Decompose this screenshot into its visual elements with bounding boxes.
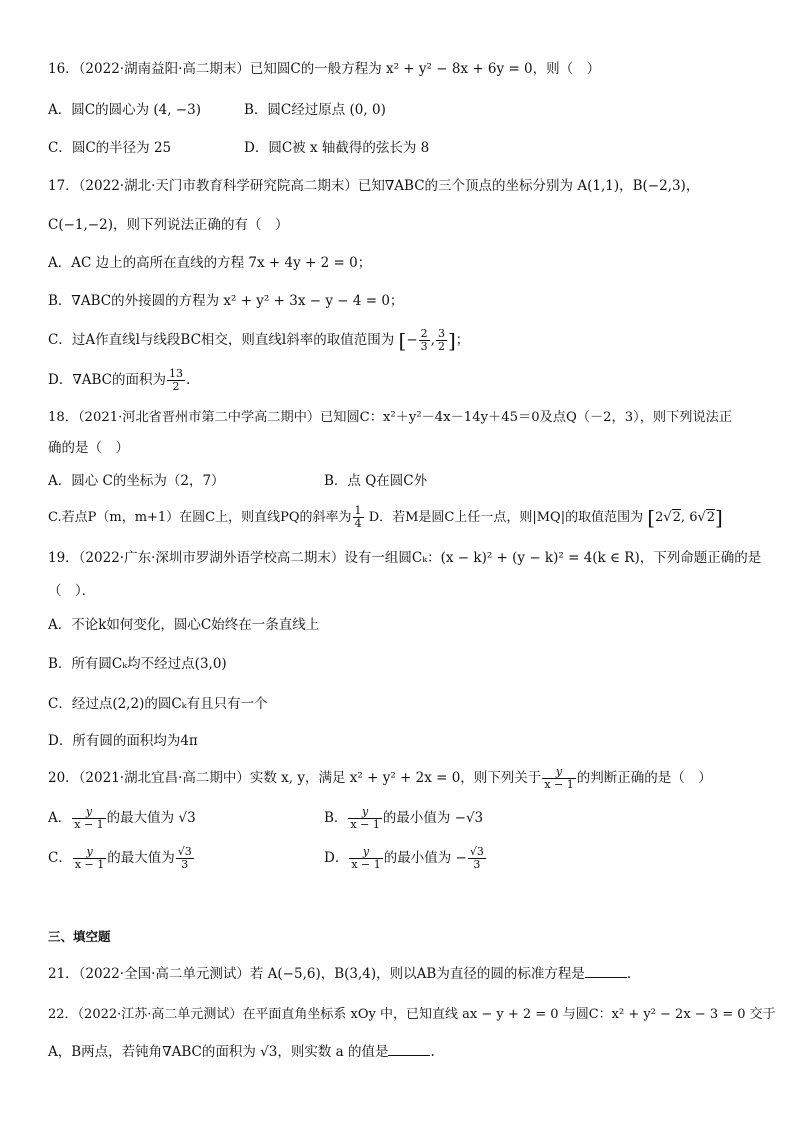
q19-option-c: C．经过点(2,2)的圆Cₖ有且只有一个 (48, 696, 268, 712)
q16-option-d: D．圆C被 x 轴截得的弦长为 8 (244, 140, 430, 156)
q16-option-b: B．圆C经过原点 (0, 0) (244, 102, 386, 118)
q18-stem-line2: 确的是（ ） (48, 440, 129, 456)
q18-option-c-text: C.若点P（m，m+1）在圆C上，则直线PQ的斜率为 (48, 510, 352, 525)
q16-stem: 16．（2022·湖南益阳·高二期末）已知圆C的一般方程为 x² + y² − 8x + 6y = 0，则（ ） (48, 61, 601, 77)
q19-option-a: A．不论k如何变化，圆心C始终在一条直线上 (48, 617, 320, 633)
q21-answer-blank[interactable] (585, 963, 627, 978)
q17-option-c-text: C．过A作直线l与线段BC相交，则直线l斜率的取值范围为 (48, 332, 395, 348)
q22-answer-blank[interactable] (388, 1041, 430, 1056)
q19-stem-line2: （ ）． (48, 583, 96, 599)
q17-option-a: A．AC 边上的高所在直线的方程 7x + 4y + 2 = 0； (48, 255, 372, 271)
q18-option-b: B．点 Q在圆C外 (324, 473, 428, 489)
q17-area-fraction: $\frac{13}{2}$ (169, 367, 183, 393)
q22-stem-line2: A，B两点，若钝角∇ABC的面积为 √3，则实数 a 的值是 . (48, 1041, 435, 1063)
q17-option-d-text: D．∇ABC的面积为 (48, 372, 166, 388)
q17-right-bracket: ] (447, 328, 456, 353)
q22-stem-line1: 22．（2022·江苏·高二单元测试）在平面直角坐标系 xOy 中，已知直线 ax − y + 2 = 0 与圆C：x² + y² − 2x − 3 = 0 交于 (48, 1007, 776, 1022)
section-heading-fill-in: 三、填空题 (48, 929, 111, 944)
q20-option-c: C． $\frac{y}{x - 1}$ 的最大值为 $\frac{√3}{3}$ (48, 845, 192, 871)
q18-option-d-text: D．若M是圆C上任一点，则|MQ|的取值范围为 (368, 510, 644, 525)
q17-option-c: C．过A作直线l与线段BC相交，则直线l斜率的取值范围为 [− $\frac{2}{3}$ , $\frac{3}{2}$ ]； (48, 327, 470, 353)
q17-fraction-2: $\frac{3}{2}$ (437, 327, 445, 353)
q20-option-a: A． $\frac{y}{x - 1}$ 的最大值为 √3 (48, 805, 196, 831)
q17-fraction-1: $\frac{2}{3}$ (420, 327, 428, 353)
q21-stem: 21．（2022·全国·高二单元测试）若 A(−5,6)，B(3,4)，则以AB为直径的圆的标准方程是 . (48, 963, 631, 985)
q18-option-cd: C.若点P（m，m+1）在圆C上，则直线PQ的斜率为 $\frac{1}{4}$ D．若M是圆C上任一点，则|MQ|的取值范围为 [2√2, 6√2] (48, 504, 723, 530)
q19-option-d: D．所有圆的面积均为4π (48, 733, 198, 749)
q20-ratio-fraction: $\frac{y}{x - 1}$ (544, 765, 574, 791)
q17-option-b: B．∇ABC的外接圆的方程为 x² + y² + 3x − y − 4 = 0； (48, 293, 404, 309)
q17-stem-line2: C(−1,−2)，则下列说法正确的有（ ） (48, 217, 289, 233)
q20-option-b: B． $\frac{y}{x - 1}$ 的最小值为 −√3 (324, 805, 484, 831)
q16-option-a: A．圆C的圆心为 (4, −3) (48, 102, 201, 118)
q17-stem-line1: 17．（2022·湖北·天门市教育科学研究院高二期末）已知∇ABC的三个顶点的坐标分别为 A(1,1)，B(−2,3)， (48, 178, 700, 194)
q17-left-bracket: [ (398, 328, 407, 353)
q16-option-c: C．圆C的半径为 25 (48, 140, 172, 156)
q17-option-d: D．∇ABC的面积为 $\frac{13}{2}$ . (48, 367, 191, 393)
q18-option-a: A．圆心 C的坐标为（2，7） (48, 473, 225, 489)
q18-stem-line1: 18．（2021·河北省晋州市第二中学高二期中）已知圆C：x²＋y²－4x－14y＋45＝0及点Q（－2，3），则下列说法正 (48, 410, 733, 425)
q20-option-d: D． $\frac{y}{x - 1}$ 的最小值为 − $\frac{√3}{3}$ (324, 845, 484, 871)
q18-slope-fraction: $\frac{1}{4}$ (354, 504, 362, 530)
q19-stem-line1: 19．（2022·广东·深圳市罗湖外语学校高二期末）设有一组圆Cₖ：(x − k)² + (y − k)² = 4(k ∈ R)，下列命题正确的是 (48, 550, 762, 566)
q19-option-b: B．所有圆Cₖ均不经过点(3,0) (48, 656, 227, 672)
q20-stem: 20．（2021·湖北宜昌·高二期中）实数 x, y，满足 x² + y² + 2x = 0，则下列关于 $\frac{y}{x - 1}$ 的判断正确的是（ ） (48, 765, 712, 791)
